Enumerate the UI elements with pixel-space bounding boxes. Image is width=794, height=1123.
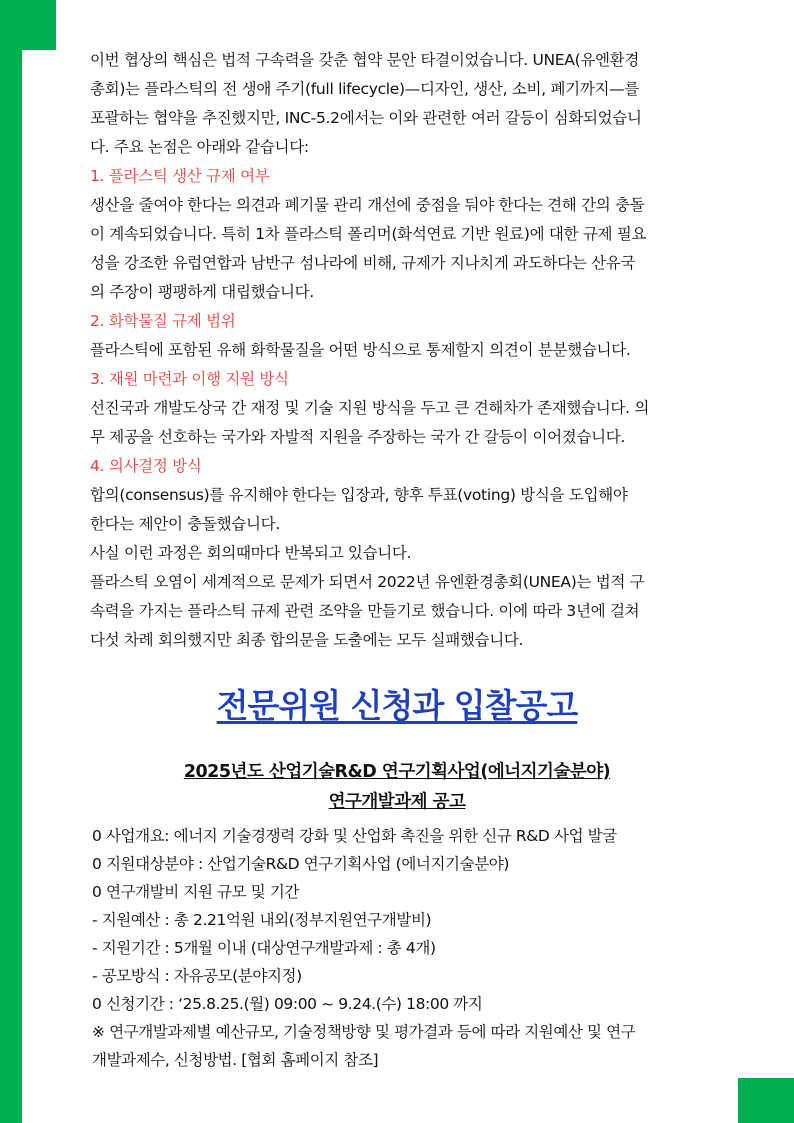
notice-item: - 지원예산 : 총 2.21억원 내외(정부지원연구개발비) — [92, 911, 432, 929]
paragraph-line: 생산을 줄여야 한다는 의견과 폐기물 관리 개선에 중점을 둬야 한다는 견해 간의 충돌 — [90, 196, 645, 214]
notice-title-line: 2025년도 산업기술R&D 연구기획사업(에너지기술분야) — [183, 762, 611, 782]
paragraph-line: 다섯 차례 회의했지만 최종 합의문을 도출에는 모두 실패했습니다. — [90, 631, 524, 649]
paragraph-line: 이 계속되었습니다. 특히 1차 플라스틱 폴리머(화석연료 기반 원료)에 대한 규제 필요 — [90, 225, 647, 243]
notice-item: - 공모방식 : 자유공모(분야지정) — [92, 967, 302, 985]
section-heading: 1. 플라스틱 생산 규제 여부 — [90, 167, 270, 185]
notice-title-line: 연구개발과제 공고 — [328, 792, 466, 812]
notice-title — [0, 757, 794, 817]
section-heading: 2. 화학물질 규제 범위 — [90, 312, 236, 330]
notice-item: - 지원기간 : 5개월 이내 (대상연구개발과제 : 총 4개) — [92, 939, 436, 957]
paragraph-line: 총회)는 플라스틱의 전 생애 주기(full lifecycle)—디자인, 생산, 소비, 폐기까지—를 — [90, 80, 640, 98]
paragraph-line: 플라스틱에 포함된 유해 화학물질을 어떤 방식으로 통제할지 의견이 분분했습니다. — [90, 341, 631, 359]
notice-item: 0 신청기간 : ‘25.8.25.(월) 09:00 ~ 9.24.(수) 18:00 까지 — [92, 995, 483, 1013]
paragraph-line: 포괄하는 협약을 추진했지만, INC-5.2에서는 이와 관련한 여러 갈등이 심화되었습니 — [90, 109, 642, 127]
top-left-accent-block — [0, 0, 56, 50]
paragraph-line: 속력을 가지는 플라스틱 규제 관련 조약을 만들기로 했습니다. 이에 따라 3년에 걸쳐 — [90, 602, 640, 620]
article-body — [90, 46, 744, 655]
paragraph-line: 한다는 제안이 충돌했습니다. — [90, 515, 280, 533]
paragraph-line: 성을 강조한 유럽연합과 남반구 섬나라에 비해, 규제가 지나치게 과도하다는 산유국 — [90, 254, 636, 272]
paragraph-line: 이번 협상의 핵심은 법적 구속력을 갖춘 협약 문안 타결이었습니다. UNEA(유엔환경 — [90, 51, 640, 69]
banner-title: 전문위원 신청과 입찰공고 — [216, 686, 578, 725]
bottom-right-accent-block — [738, 1078, 794, 1123]
paragraph-line: 무 제공을 선호하는 국가와 자발적 지원을 주장하는 국가 간 갈등이 이어졌습니다. — [90, 428, 626, 446]
paragraph-line: 선진국과 개발도상국 간 재정 및 기술 지원 방식을 두고 큰 견해차가 존재했습니다. 의 — [90, 399, 650, 417]
notice-item: 0 사업개요: 에너지 기술경쟁력 강화 및 산업화 촉진을 위한 신규 R&D 사업 발굴 — [92, 827, 617, 845]
left-accent-bar — [0, 0, 22, 1123]
paragraph-line: 플라스틱 오염이 세계적으로 문제가 되면서 2022년 유엔환경총회(UNEA)는 법적 구 — [90, 573, 645, 591]
notice-body — [92, 822, 752, 1074]
notice-item: 0 연구개발비 지원 규모 및 기간 — [92, 883, 299, 901]
paragraph-line: 합의(consensus)를 유지해야 한다는 입장과, 향후 투표(voting) 방식을 도입해야 — [90, 486, 628, 504]
notice-item: ※ 연구개발과제별 예산규모, 기술정책방향 및 평가결과 등에 따라 지원예산 및 연구 — [92, 1023, 636, 1041]
paragraph-line: 사실 이런 과정은 회의때마다 반복되고 있습니다. — [90, 544, 412, 562]
notice-item: 0 지원대상분야 : 산업기술R&D 연구기획사업 (에너지기술분야) — [92, 855, 509, 873]
section-heading: 3. 재원 마련과 이행 지원 방식 — [90, 370, 289, 388]
paragraph-line: 다. 주요 논점은 아래와 같습니다: — [90, 138, 309, 156]
paragraph-line: 의 주장이 팽팽하게 대립했습니다. — [90, 283, 314, 301]
section-heading: 4. 의사결정 방식 — [90, 457, 202, 475]
notice-item: 개발과제수, 신청방법. [협회 홈페이지 참조] — [92, 1051, 379, 1069]
